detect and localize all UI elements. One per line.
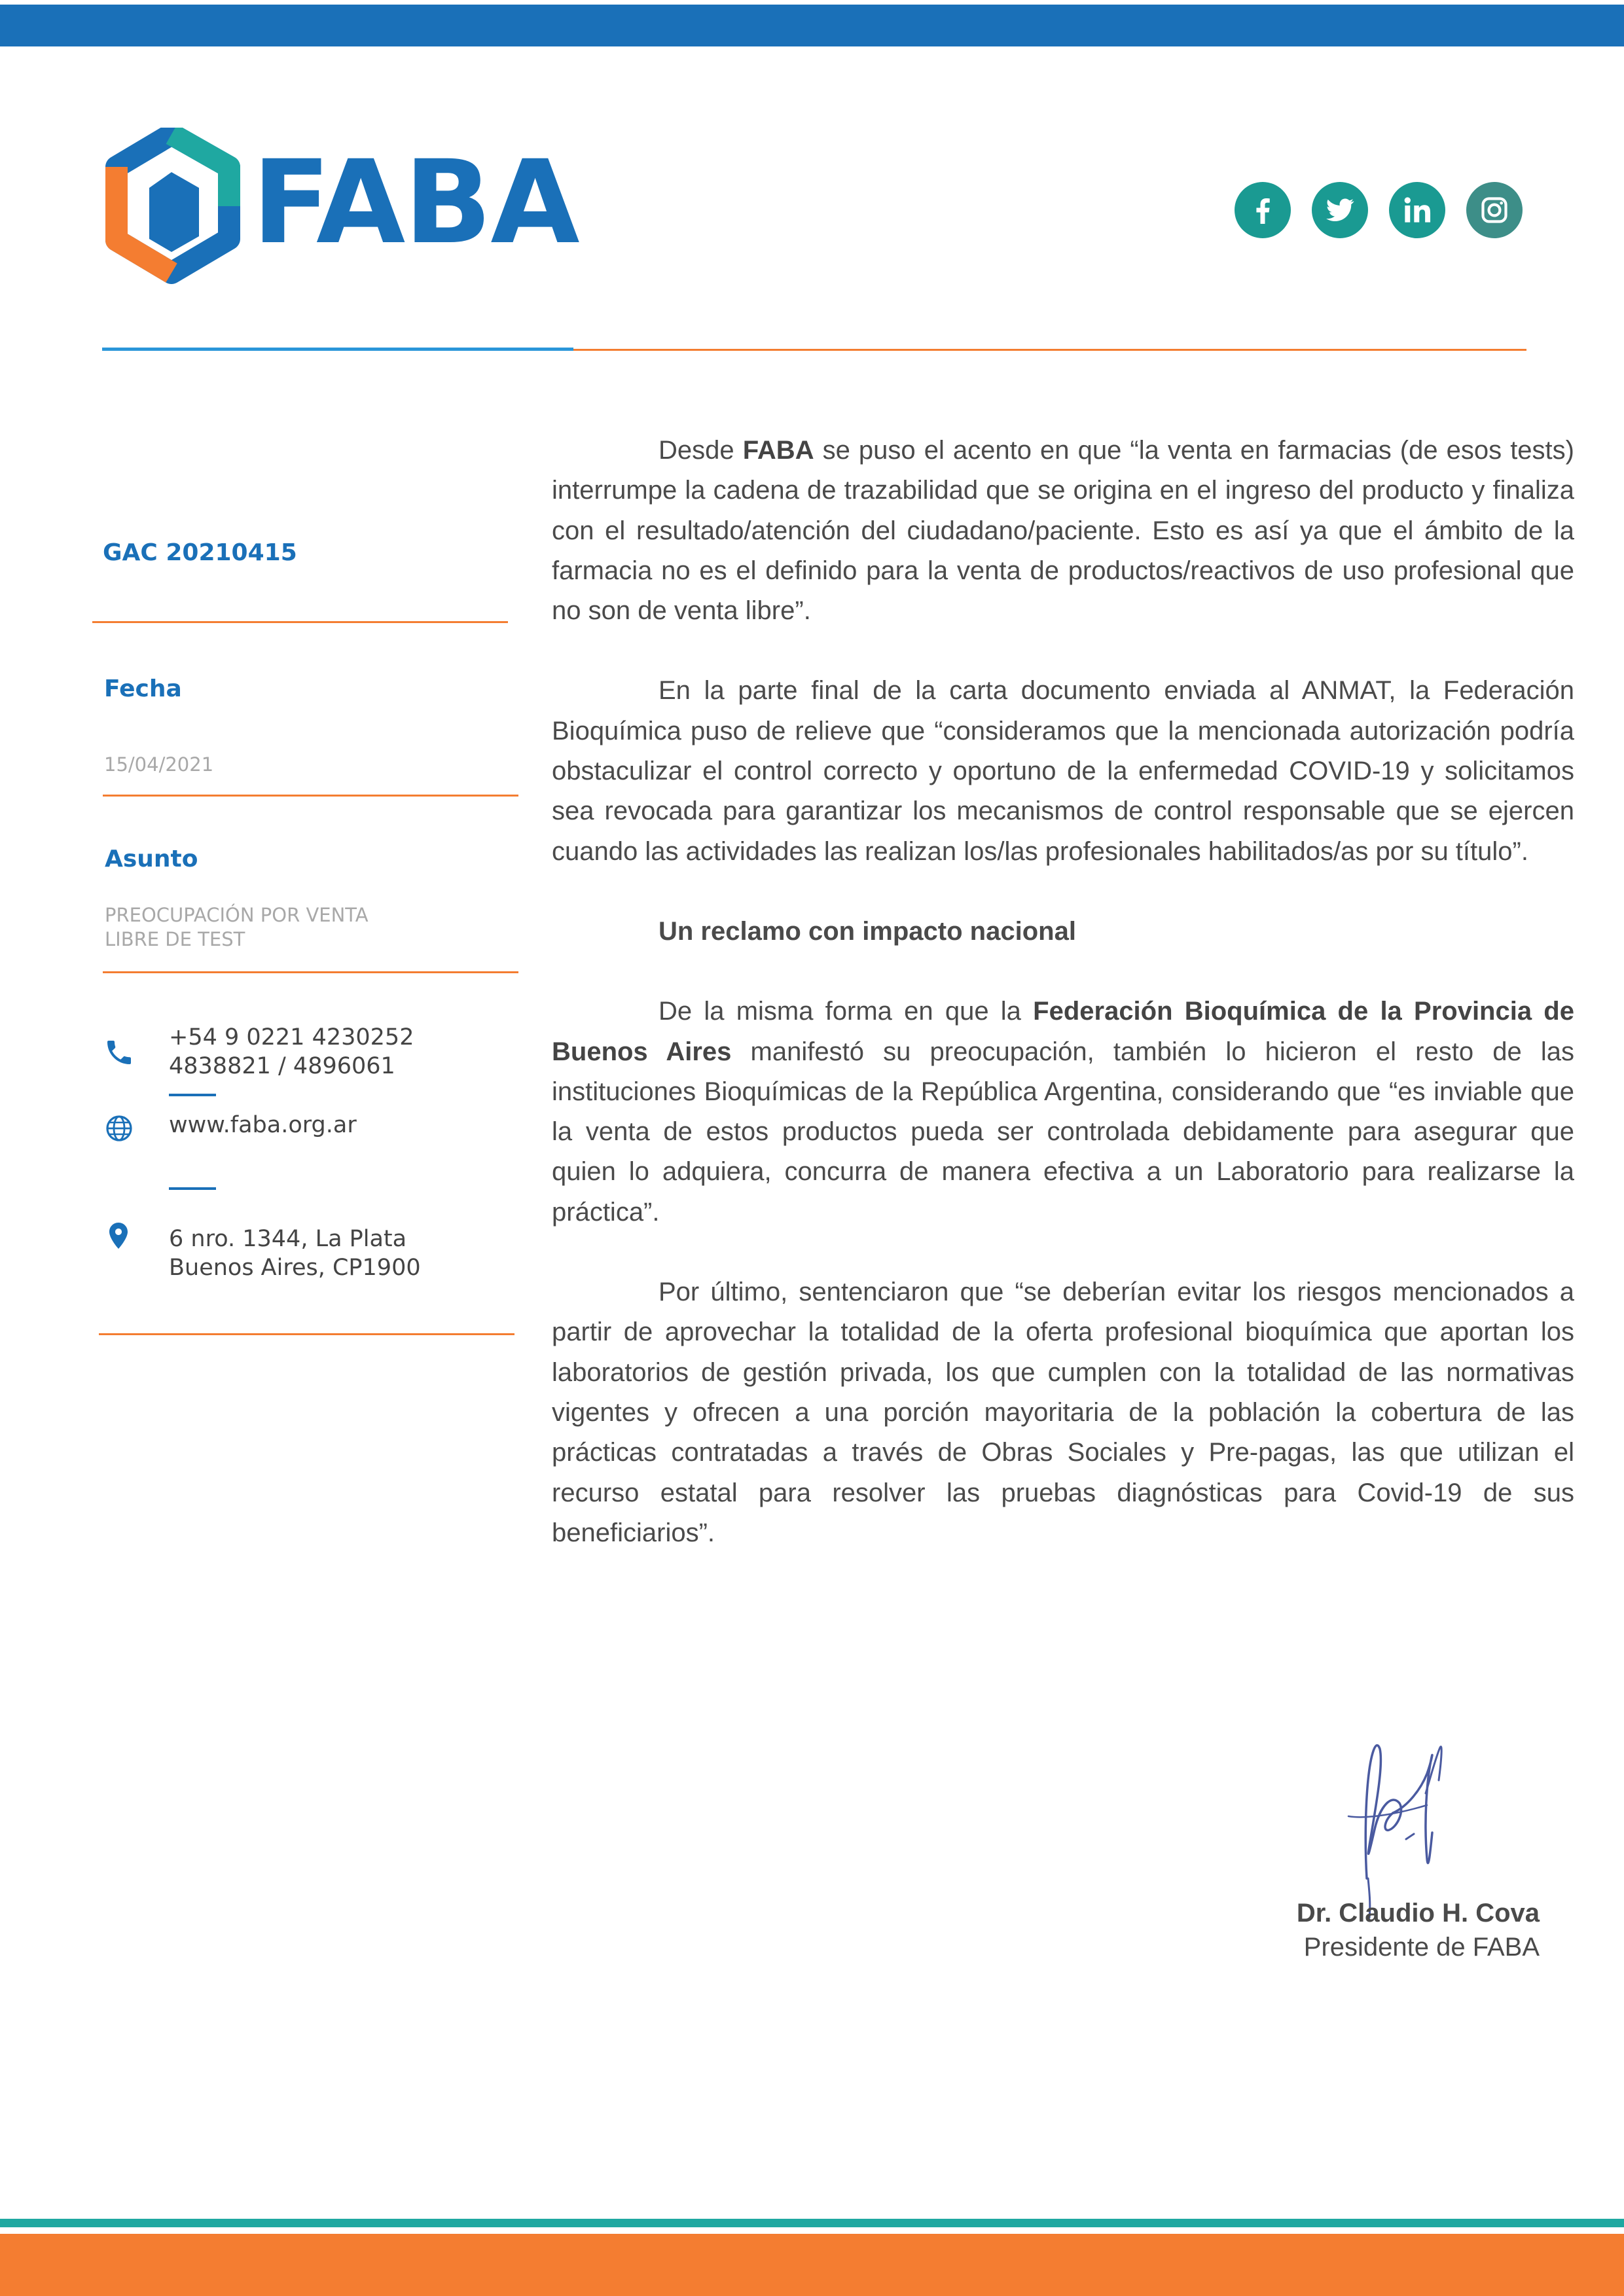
address: 6 nro. 1344, La Plata Buenos Aires, CP1900 <box>169 1226 421 1281</box>
header-divider-orange <box>573 349 1526 351</box>
date-label: Fecha <box>104 675 182 702</box>
paragraph: Por último, sentenciaron que “se deberían evitar los riesgos mencionados a partir de aprovechar la totalidad de la oferta profesional bioquímica que aportan los laboratorios de gestión privada, los que cumplen con la totalidad de las normativas vigentes y ofrecen a una porción mayoritaria de la población la cobertura de las prácticas contratadas a través de Obras Sociales y Pre-pagas, las que utilizan el recurso estatal para resolver las pruebas diagnósticas para Covid-19 de sus beneficiarios”. <box>552 1278 1574 1547</box>
location-pin-icon <box>103 1220 134 1251</box>
footer-band-teal <box>0 2219 1624 2227</box>
footer-band-orange <box>0 2234 1624 2296</box>
paragraph: Desde FABA se puso el acento en que “la venta en farmacias (de esos tests) interrumpe la cadena de trazabilidad que se origina en el ingreso del producto y finaliza con el resultado/atención del ciudadano/paciente. Esto es así ya que el ámbito de la farmacia no es el definido para la venta de productos/reactivos de uso profesional que no son de venta libre”. <box>552 436 1574 626</box>
facebook-icon[interactable] <box>1235 182 1291 238</box>
instagram-icon[interactable] <box>1466 182 1523 238</box>
sidebar-divider <box>103 971 518 973</box>
reference-code: GAC 20210415 <box>103 539 297 566</box>
website-link[interactable]: www.faba.org.ar <box>169 1112 357 1138</box>
subject-label: Asunto <box>105 846 198 872</box>
globe-icon <box>103 1113 135 1144</box>
handwritten-signature <box>1329 1682 1486 1931</box>
letter-body <box>552 431 1574 1593</box>
paragraph: De la misma forma en que la Federación Bioquímica de la Provincia de Buenos Aires manifestó su preocupación, también lo hicieron el resto de las instituciones Bioquímicas de la República Argentina, considerando que “es inviable que la venta de estos productos pueda ser controlada debidamente para asegurar que quien lo adquiera, concurra de manera efectiva a un Laboratorio para realizarse la práctica”. <box>552 997 1574 1227</box>
contact-separator <box>169 1187 216 1190</box>
subject-value: PREOCUPACIÓN POR VENTA LIBRE DE TEST <box>105 904 369 950</box>
signatory-role: Presidente de FABA <box>1303 1933 1540 1962</box>
phone-numbers: +54 9 0221 4230252 4838821 / 4896061 <box>169 1024 414 1079</box>
phone-icon <box>103 1037 135 1068</box>
faba-logo-icon <box>98 128 249 291</box>
header-band <box>0 5 1624 46</box>
linkedin-icon[interactable] <box>1389 182 1445 238</box>
signatory-name: Dr. Claudio H. Cova <box>1296 1899 1540 1928</box>
contact-separator <box>169 1094 216 1096</box>
header-divider-blue <box>102 348 573 351</box>
sidebar-divider <box>92 621 508 623</box>
section-heading: Un reclamo con impacto nacional <box>659 916 1076 946</box>
brand-name: FABA <box>252 135 579 270</box>
sidebar-divider <box>103 795 518 797</box>
sidebar-divider <box>99 1333 514 1335</box>
twitter-icon[interactable] <box>1312 182 1368 238</box>
date-value: 15/04/2021 <box>104 753 214 776</box>
paragraph: En la parte final de la carta documento enviada al ANMAT, la Federación Bioquímica puso de relieve que “consideramos que la mencionada autorización podría obstaculizar el control correcto y oportuno de la enfermedad COVID-19 y solicitamos sea revocada para garantizar los mecanismos de control responsable que se ejercen cuando las actividades las realizan los/las profesionales habilitados/as por su título”. <box>552 676 1574 866</box>
